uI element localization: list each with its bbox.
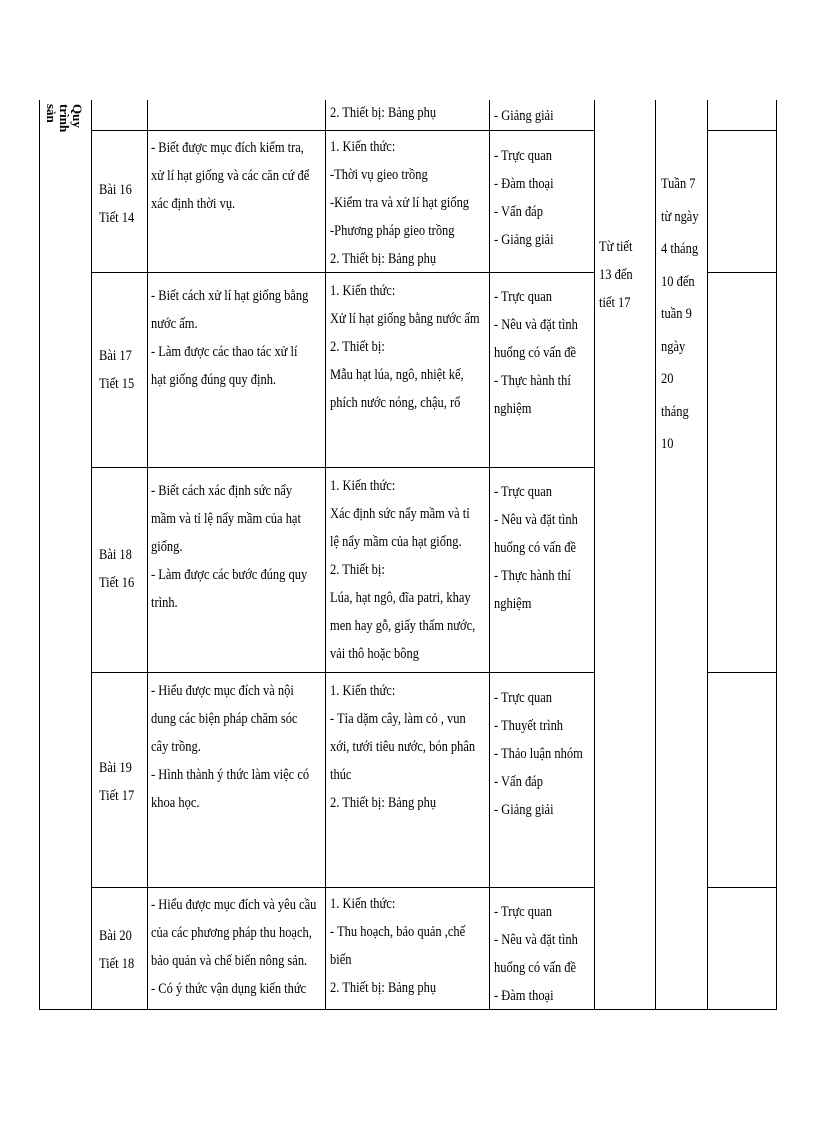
cell-line: -Thời vụ gieo trồng <box>330 167 428 183</box>
cell-line: - Nêu và đặt tình <box>494 512 578 528</box>
content-cell <box>330 99 436 127</box>
methods-cell <box>494 102 554 130</box>
side-label-line: trình <box>57 104 72 133</box>
content-cell <box>330 890 465 1002</box>
cell-line: 10 đến <box>661 273 695 290</box>
cell-line: - Làm được các bước đúng quy <box>151 567 308 583</box>
cell-line: nước ấm. <box>151 316 198 332</box>
weeks-cell <box>661 168 699 461</box>
cell-line: - Biết cách xử lí hạt giống bằng <box>151 288 309 304</box>
cell-line: -Kiểm tra và xử lí hạt giống <box>330 195 470 211</box>
cell-line: - Hiểu được mục đích và yêu cầu <box>151 897 317 913</box>
methods-cell <box>494 142 554 254</box>
row-divider <box>707 130 777 131</box>
cell-line: Từ tiết <box>599 239 633 255</box>
table-border <box>325 100 326 1010</box>
cell-line: - Nêu và đặt tình <box>494 317 578 333</box>
cell-line: 2. Thiết bị: Bảng phụ <box>330 105 437 121</box>
side-label-line: Quy <box>70 104 85 128</box>
cell-line: 1. Kiến thức: <box>330 283 396 299</box>
cell-line: ngày <box>661 338 686 355</box>
row-divider <box>707 672 777 673</box>
cell-line: Xác định sức nẩy mầm và tỉ <box>330 506 470 522</box>
cell-line: - Trực quan <box>494 484 553 500</box>
cell-line: lệ nẩy mầm của hạt giống. <box>330 534 462 550</box>
cell-line: - Thảo luận nhóm <box>494 746 583 762</box>
row-divider <box>91 130 595 131</box>
cell-line: tháng <box>661 403 689 420</box>
cell-line: tuần 9 <box>661 306 692 322</box>
cell-line: -Phương pháp gieo trồng <box>330 223 455 239</box>
cell-line: tiết 17 <box>599 295 631 311</box>
cell-line: - Tỉa dặm cây, làm cỏ , vun <box>330 711 466 727</box>
table-border <box>655 100 656 1010</box>
side-label-line: sản <box>44 104 59 123</box>
cell-line: Bài 16 <box>99 182 132 198</box>
cell-line: nghiệm <box>494 401 532 417</box>
objectives-cell <box>151 891 316 1003</box>
cell-line: giống. <box>151 539 183 555</box>
cell-line: Tiết 18 <box>99 956 135 972</box>
cell-line: - Hình thành ý thức làm việc có <box>151 767 310 783</box>
row-divider <box>91 672 595 673</box>
cell-line: biến <box>330 952 352 968</box>
cell-line: 1. Kiến thức: <box>330 896 396 912</box>
table-border-right <box>776 100 777 1010</box>
table-border <box>91 100 92 1010</box>
cell-line: Xử lí hạt giống bằng nước ấm <box>330 311 480 327</box>
cell-line: nghiệm <box>494 596 532 612</box>
cell-line: 2. Thiết bị: Bảng phụ <box>330 795 437 811</box>
cell-line: men hay gỗ, giấy thấm nước, <box>330 618 476 634</box>
cell-line: - Trực quan <box>494 904 553 920</box>
cell-line: 1. Kiến thức: <box>330 478 396 494</box>
cell-line: - Đàm thoại <box>494 176 554 192</box>
cell-line: - Giảng giải <box>494 802 554 818</box>
row-divider <box>91 887 595 888</box>
methods-cell <box>494 283 578 423</box>
cell-line: huống có vấn đề <box>494 960 577 976</box>
methods-cell <box>494 684 583 824</box>
cell-line: - Hiểu được mục đích và nội <box>151 683 294 699</box>
lesson-cell <box>99 754 134 810</box>
lesson-cell <box>99 176 134 232</box>
methods-cell <box>494 478 578 618</box>
row-divider <box>707 272 777 273</box>
cell-line: vải thô hoặc bông <box>330 646 420 662</box>
cell-line: cây trồng. <box>151 739 201 755</box>
cell-line: - Giảng giải <box>494 108 554 124</box>
cell-line: xử lí hạt giống và các căn cứ để <box>151 168 310 184</box>
cell-line: xới, tưới tiêu nước, bón phân <box>330 739 476 755</box>
side-label <box>44 104 84 214</box>
lesson-cell <box>99 342 134 398</box>
methods-cell <box>494 898 578 1010</box>
cell-line: Tiết 17 <box>99 788 135 804</box>
cell-line: 1. Kiến thức: <box>330 139 396 155</box>
table-border-bottom <box>39 1009 777 1010</box>
cell-line: 10 <box>661 436 674 452</box>
cell-line: 2. Thiết bị: Bảng phụ <box>330 980 437 996</box>
cell-line: Bài 17 <box>99 348 132 364</box>
cell-line: xác định thời vụ. <box>151 196 236 212</box>
cell-line: 2. Thiết bị: <box>330 562 385 578</box>
cell-line: 2. Thiết bị: Bảng phụ <box>330 251 437 267</box>
cell-line: Tiết 16 <box>99 575 135 591</box>
periods-cell <box>599 233 633 317</box>
cell-line: - Có ý thức vận dụng kiến thức <box>151 981 307 997</box>
cell-line: Bài 19 <box>99 760 132 776</box>
content-cell <box>330 133 469 273</box>
objectives-cell <box>151 677 309 817</box>
cell-line: 4 tháng <box>661 241 699 257</box>
cell-line: Tiết 15 <box>99 376 135 392</box>
cell-line: từ ngày <box>661 208 699 225</box>
cell-line: - Trực quan <box>494 148 553 164</box>
cell-line: của các phương pháp thu hoạch, <box>151 925 312 941</box>
cell-line: 2. Thiết bị: <box>330 339 385 355</box>
row-divider <box>91 467 595 468</box>
cell-line: phích nước nóng, chậu, rổ <box>330 395 461 411</box>
content-cell <box>330 472 475 668</box>
cell-line: - Làm được các thao tác xử lí <box>151 344 298 360</box>
content-cell <box>330 277 480 417</box>
cell-line: bảo quản và chế biến nông sản. <box>151 953 308 969</box>
cell-line: - Giảng giải <box>494 232 554 248</box>
table-border <box>489 100 490 1010</box>
cell-line: thúc <box>330 767 352 783</box>
cell-line: - Vấn đáp <box>494 774 543 790</box>
cell-line: Mẫu hạt lúa, ngô, nhiệt kế, <box>330 367 464 383</box>
objectives-cell <box>151 134 309 218</box>
cell-line: hạt giống đúng quy định. <box>151 372 277 388</box>
content-cell <box>330 677 475 817</box>
cell-line: - Biết cách xác định sức nẩy <box>151 483 293 499</box>
cell-line: - Trực quan <box>494 690 553 706</box>
cell-line: Bài 20 <box>99 928 132 944</box>
lesson-cell <box>99 922 134 978</box>
cell-line: khoa học. <box>151 795 200 811</box>
cell-line: - Nêu và đặt tình <box>494 932 578 948</box>
cell-line: Tiết 14 <box>99 210 135 226</box>
objectives-cell <box>151 282 308 394</box>
cell-line: Tuần 7 <box>661 176 696 192</box>
cell-line: Lúa, hạt ngô, đĩa patri, khay <box>330 590 471 606</box>
cell-line: 1. Kiến thức: <box>330 683 396 699</box>
cell-line: huống có vấn đề <box>494 345 577 361</box>
cell-line: Bài 18 <box>99 547 132 563</box>
cell-line: - Thuyết trình <box>494 718 564 734</box>
cell-line: - Thực hành thí <box>494 373 571 389</box>
cell-line: - Thực hành thí <box>494 568 571 584</box>
objectives-cell <box>151 477 307 617</box>
cell-line: dung các biện pháp chăm sóc <box>151 711 298 727</box>
table-border <box>147 100 148 1010</box>
row-divider <box>707 887 777 888</box>
table-border <box>707 100 708 1010</box>
cell-line: - Biết được mục đích kiểm tra, <box>151 140 304 156</box>
table-border <box>594 100 595 1010</box>
cell-line: 13 đến <box>599 267 633 283</box>
cell-line: - Vấn đáp <box>494 204 543 220</box>
cell-line: mầm và tỉ lệ nẩy mầm của hạt <box>151 511 301 527</box>
cell-line: trình. <box>151 595 178 611</box>
cell-line: - Thu hoạch, bảo quản ,chế <box>330 924 466 940</box>
cell-line: - Đàm thoại <box>494 988 554 1004</box>
table-border-left <box>39 100 40 1010</box>
lesson-cell <box>99 541 134 597</box>
cell-line: huống có vấn đề <box>494 540 577 556</box>
cell-line: 20 <box>661 371 674 387</box>
cell-line: - Trực quan <box>494 289 553 305</box>
